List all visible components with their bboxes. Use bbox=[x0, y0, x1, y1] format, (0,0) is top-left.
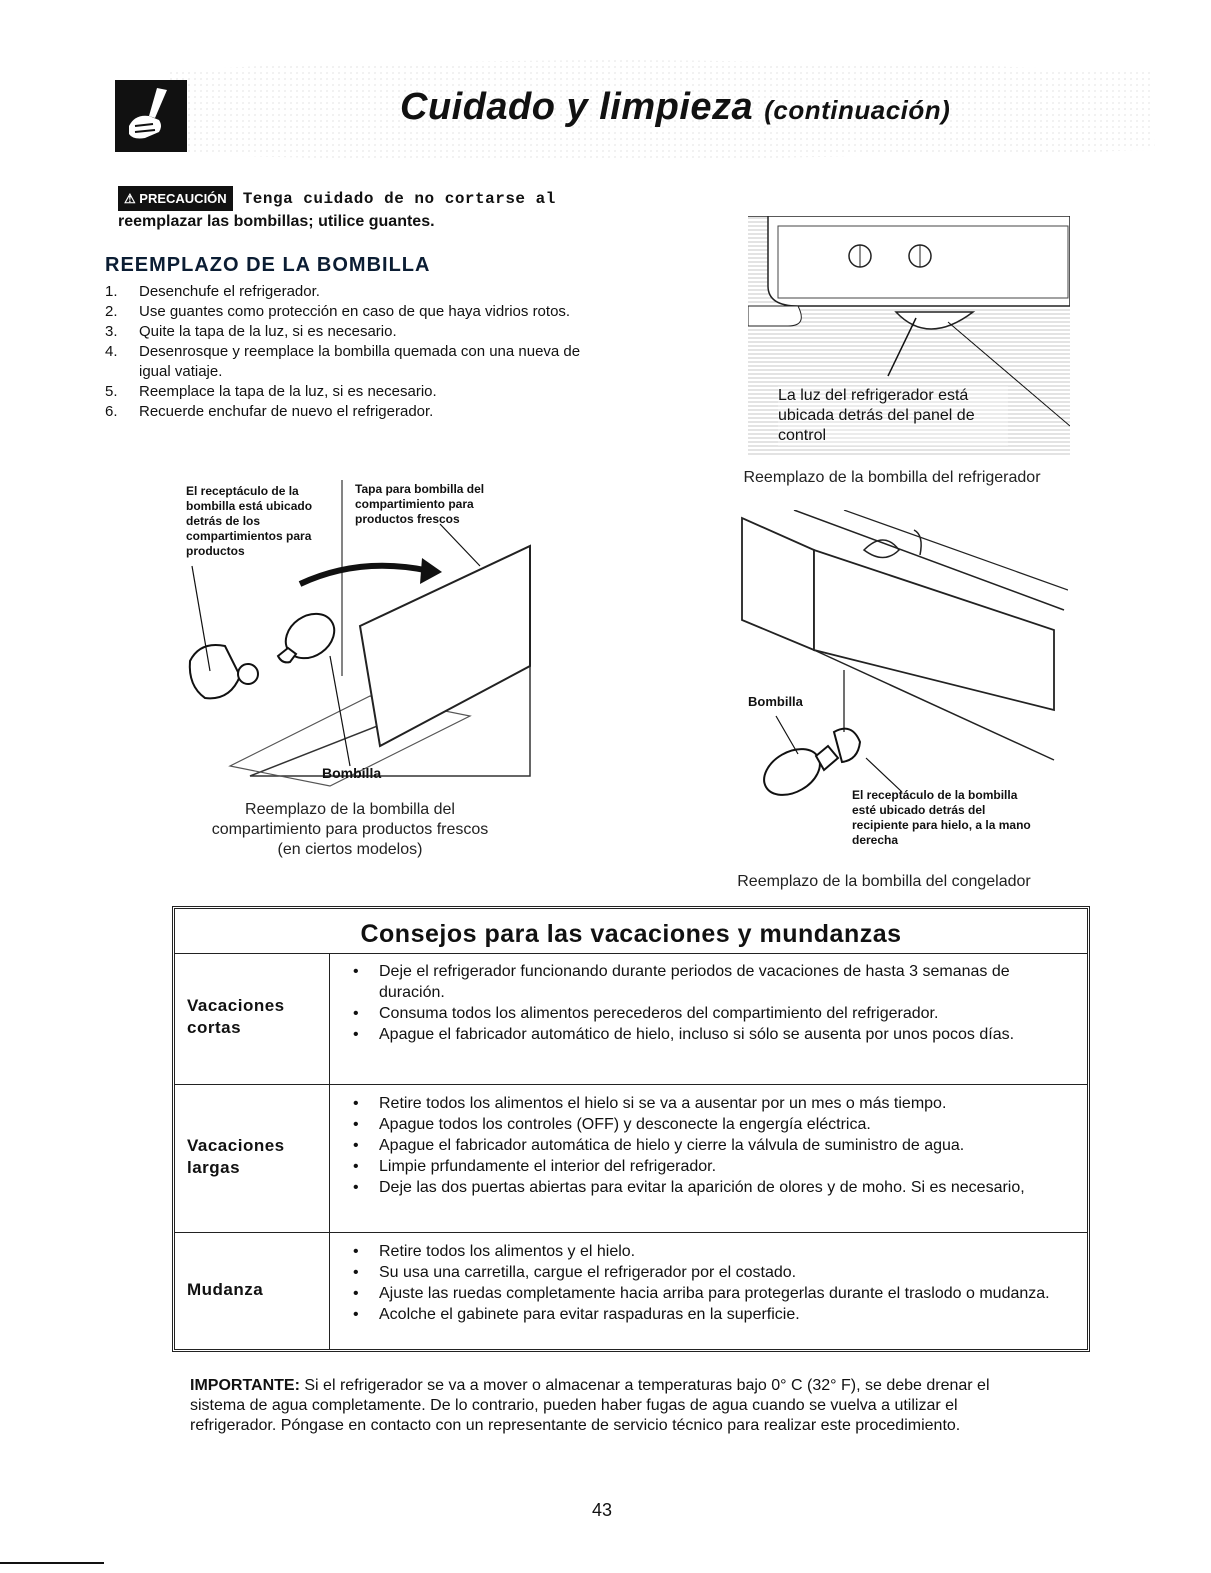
important-text: Si el refrigerador se va a mover o almacenar a temperaturas bajo 0° C (32° F), se debe drenar el sistema de agua completamente. De lo contrario, pueden haber fugas de agua cuando se vuelva a utilizar el refrigerador. Póngase en contacto con un representante de servicio técnico para realizar este procedimiento. bbox=[190, 1377, 990, 1434]
important-note bbox=[190, 1376, 1048, 1436]
bullet-icon: • bbox=[353, 1243, 359, 1260]
crisper-figure-caption bbox=[180, 800, 520, 860]
list-item bbox=[341, 961, 1077, 1003]
tips-row-list bbox=[341, 1241, 1077, 1325]
freezer-figure-caption: Reemplazo de la bombilla del congelador bbox=[737, 873, 1031, 890]
caution-line2: reemplazar las bombillas; utilice guantes. bbox=[118, 213, 435, 230]
tips-row-label: Mudanza bbox=[187, 1280, 264, 1299]
freezer-bulb-callout: Bombilla bbox=[748, 694, 803, 709]
list-item bbox=[341, 1304, 1077, 1325]
bullet-icon: • bbox=[353, 1179, 359, 1196]
freezer-socket-callout: El receptáculo de la bombilla esté ubicado detrás del recipiente para hielo, a la mano derecha bbox=[852, 788, 1031, 847]
step-number: 4. bbox=[105, 343, 118, 360]
step-item bbox=[105, 382, 585, 402]
list-item-text: Apague todos los controles (OFF) y desconecte la engergía eléctrica. bbox=[379, 1116, 871, 1133]
step-item bbox=[105, 302, 585, 322]
section-heading: REEMPLAZO DE LA BOMBILLA bbox=[105, 254, 431, 276]
freezer-bulb-figure bbox=[734, 510, 1068, 862]
step-number: 3. bbox=[105, 323, 118, 340]
list-item-text: Ajuste las ruedas completamente hacia arriba para protegerlas durante el traslodo o mudanza. bbox=[379, 1285, 1050, 1302]
bullet-icon: • bbox=[353, 1137, 359, 1154]
step-text: Desenchufe el refrigerador. bbox=[139, 283, 320, 300]
tips-column-divider bbox=[329, 953, 330, 1084]
caution-notice bbox=[118, 186, 698, 232]
step-item bbox=[105, 402, 585, 422]
warning-triangle-icon: ⚠ bbox=[124, 191, 136, 206]
refrigerator-light-callout: La luz del refrigerador está ubicada detrás del panel de control bbox=[778, 386, 1008, 446]
crisper-caption-line3: (en ciertos modelos) bbox=[277, 841, 423, 858]
list-item bbox=[341, 1024, 1077, 1045]
tips-row-list bbox=[341, 1093, 1077, 1198]
list-item-text: Deje las dos puertas abiertas para evitar la aparición de olores y de moho. Si es necesario, bbox=[379, 1179, 1025, 1196]
crisper-bulb-callout: Bombilla bbox=[322, 765, 382, 781]
step-text: Desenrosque y reemplace la bombilla quemada con una nueva de igual vatiaje. bbox=[139, 343, 581, 380]
crisper-caption-line1: Reemplazo de la bombilla del bbox=[245, 801, 455, 818]
refrigerator-figure-caption: Reemplazo de la bombilla del refrigerador bbox=[743, 469, 1041, 486]
list-item bbox=[341, 1135, 1077, 1156]
step-item bbox=[105, 342, 585, 382]
refrigerator-bulb-figure bbox=[748, 216, 1070, 456]
list-item-text: Retire todos los alimentos y el hielo. bbox=[379, 1243, 636, 1260]
page-title-text: Cuidado y limpieza bbox=[400, 86, 754, 128]
list-item bbox=[341, 1283, 1077, 1304]
caution-badge bbox=[118, 186, 233, 211]
list-item-text: Su usa una carretilla, cargue el refrigerador por el costado. bbox=[379, 1264, 797, 1281]
cleaning-hand-icon bbox=[115, 80, 187, 152]
list-item bbox=[341, 1156, 1077, 1177]
bullet-icon: • bbox=[353, 963, 359, 980]
crisper-bulb-figure bbox=[170, 476, 540, 796]
step-number: 2. bbox=[105, 303, 118, 320]
tips-table bbox=[172, 906, 1090, 1352]
step-number: 6. bbox=[105, 403, 118, 420]
bullet-icon: • bbox=[353, 1264, 359, 1281]
list-item bbox=[341, 1241, 1077, 1262]
list-item-text: Acolche el gabinete para evitar raspaduras en la superficie. bbox=[379, 1306, 800, 1323]
crisper-cover-callout: Tapa para bombilla del compartimiento para productos frescos bbox=[355, 482, 485, 526]
crisper-socket-callout: El receptáculo de la bombilla está ubicado detrás de los compartimientos para productos bbox=[186, 484, 313, 558]
step-number: 1. bbox=[105, 283, 118, 300]
list-item bbox=[341, 1114, 1077, 1135]
list-item bbox=[341, 1177, 1077, 1198]
page-title-continued: (continuación) bbox=[764, 95, 951, 125]
step-item bbox=[105, 282, 585, 302]
steps-list bbox=[105, 282, 585, 422]
list-item-text: Consuma todos los alimentos perecederos del compartimiento del refrigerador. bbox=[379, 1005, 939, 1022]
tips-row-long-vacation bbox=[175, 1085, 1087, 1233]
page-title bbox=[400, 86, 950, 129]
page-number: 43 bbox=[592, 1500, 613, 1520]
tips-row-label: Vacaciones largas bbox=[187, 1136, 285, 1177]
tips-column-divider bbox=[329, 1085, 330, 1232]
tips-row-short-vacation bbox=[175, 953, 1087, 1085]
bullet-icon: • bbox=[353, 1026, 359, 1043]
bullet-icon: • bbox=[353, 1158, 359, 1175]
step-text: Reemplace la tapa de la luz, si es necesario. bbox=[139, 383, 437, 400]
list-item-text: Deje el refrigerador funcionando durante periodos de vacaciones de hasta 3 semanas de duración. bbox=[379, 963, 1010, 1001]
crisper-caption-line2: compartimiento para productos frescos bbox=[211, 821, 489, 838]
list-item bbox=[341, 1262, 1077, 1283]
tips-row-label: Vacaciones cortas bbox=[187, 996, 285, 1037]
list-item bbox=[341, 1003, 1077, 1024]
step-number: 5. bbox=[105, 383, 118, 400]
caution-badge-label: PRECAUCIÓN bbox=[139, 191, 227, 206]
tips-row-moving bbox=[175, 1233, 1087, 1349]
list-item-text: Limpie prfundamente el interior del refrigerador. bbox=[379, 1158, 717, 1175]
list-item-text: Retire todos los alimentos el hielo si se va a ausentar por un mes o más tiempo. bbox=[379, 1095, 947, 1112]
step-text: Use guantes como protección en caso de que haya vidrios rotos. bbox=[139, 303, 571, 320]
list-item-text: Apague el fabricador automático de hielo, incluso si sólo se ausenta por unos pocos días. bbox=[379, 1026, 1015, 1043]
list-item bbox=[341, 1093, 1077, 1114]
footer-rule bbox=[0, 1562, 104, 1564]
bullet-icon: • bbox=[353, 1285, 359, 1302]
step-text: Quite la tapa de la luz, si es necesario. bbox=[139, 323, 397, 340]
step-text: Recuerde enchufar de nuevo el refrigerador. bbox=[139, 403, 434, 420]
bullet-icon: • bbox=[353, 1306, 359, 1323]
tips-row-list bbox=[341, 961, 1077, 1045]
caution-line1: Tenga cuidado de no cortarse al bbox=[242, 190, 556, 208]
bullet-icon: • bbox=[353, 1095, 359, 1112]
important-label: IMPORTANTE: bbox=[190, 1377, 300, 1394]
list-item-text: Apague el fabricador automática de hielo y cierre la válvula de suministro de agua. bbox=[379, 1137, 965, 1154]
tips-table-title: Consejos para las vacaciones y mundanzas bbox=[175, 909, 1087, 954]
tips-column-divider bbox=[329, 1233, 330, 1349]
bullet-icon: • bbox=[353, 1005, 359, 1022]
step-item bbox=[105, 322, 585, 342]
bullet-icon: • bbox=[353, 1116, 359, 1133]
